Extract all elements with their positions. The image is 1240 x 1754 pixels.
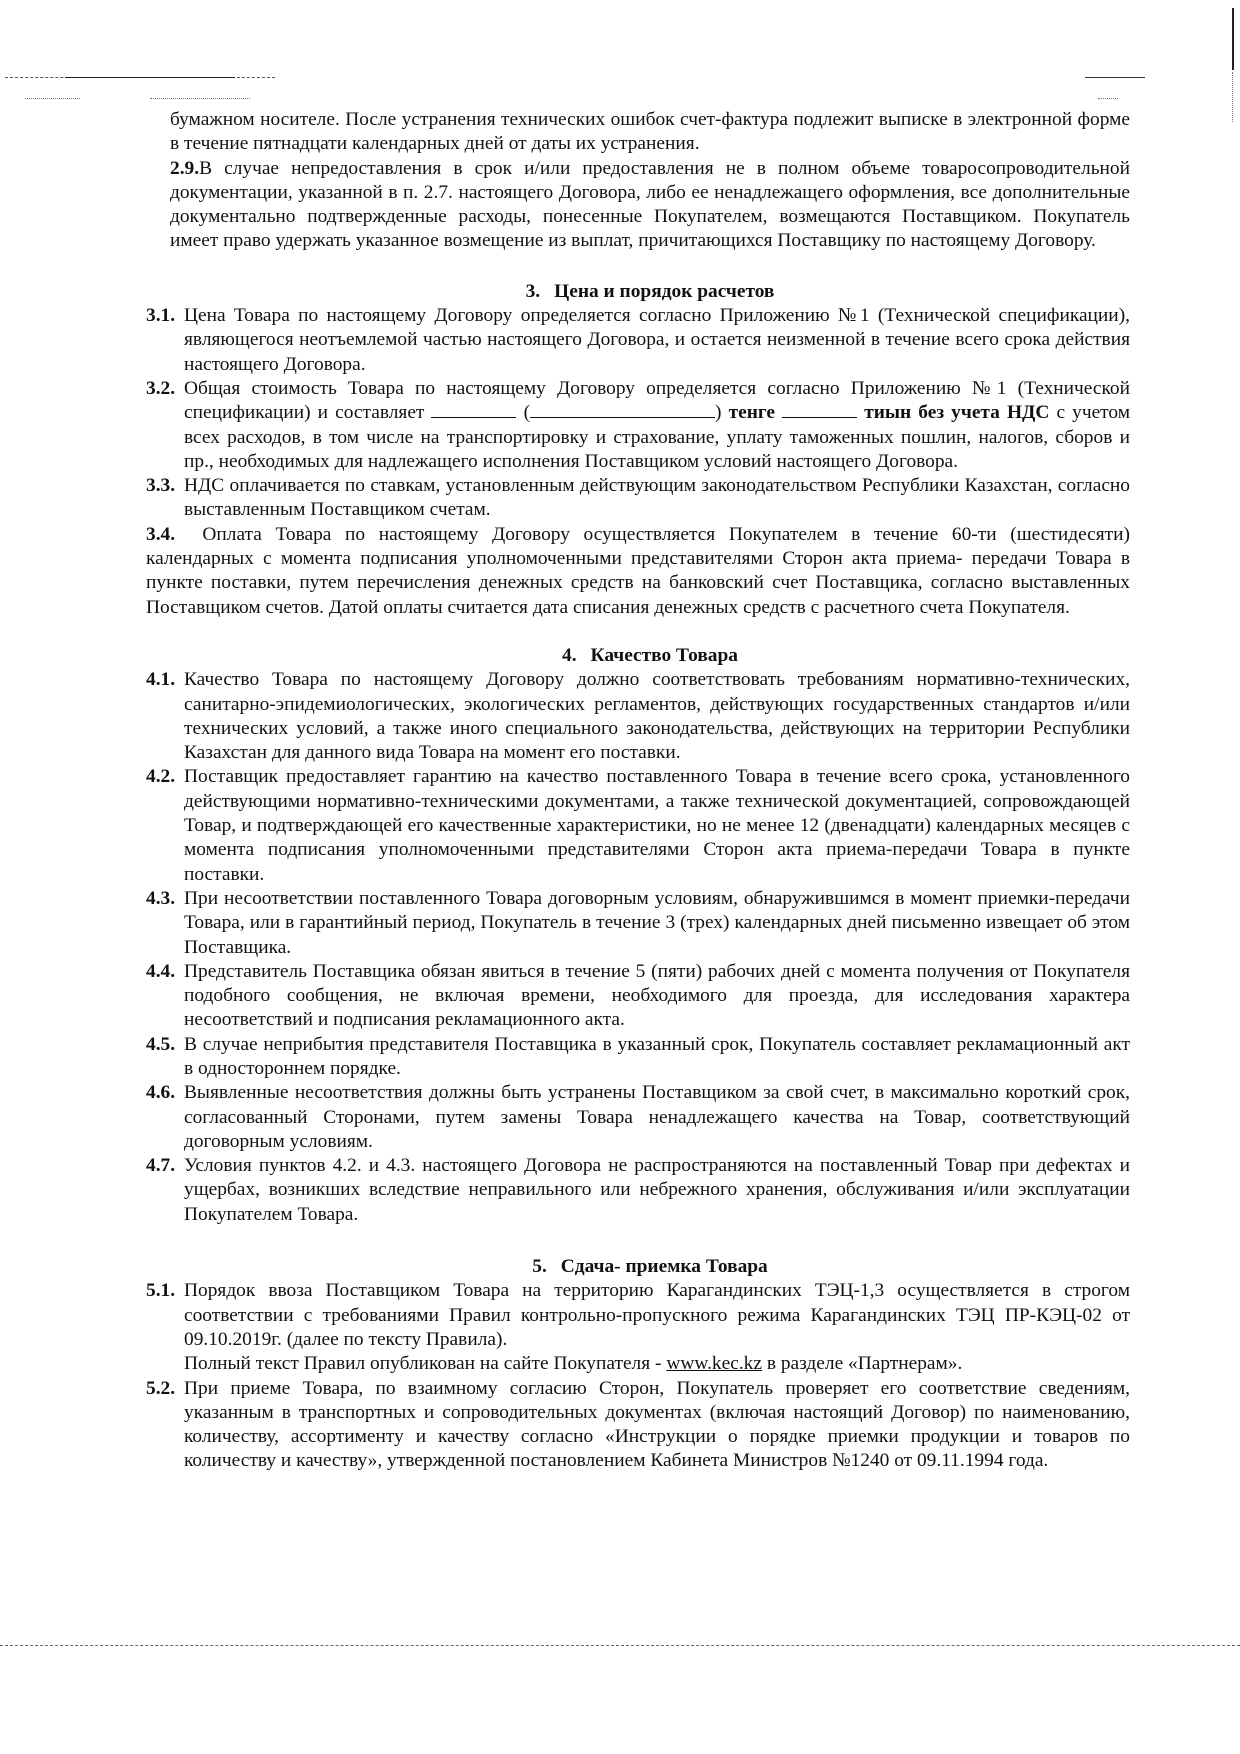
- section-heading-3: 3. Цена и порядок расчетов: [525, 280, 775, 302]
- section-title: Качество Товара: [590, 644, 738, 666]
- scan-dots: [25, 98, 80, 99]
- clause-4-7: 4.7. Условия пунктов 4.2. и 4.3. настоящего Договора не распространяются на поставленный Товар при дефектах и ущербах, возникших вследствие неправильного или небрежного хранения, обслуживания и/или эксплуатации Покупателем Товара.: [146, 1155, 1130, 1225]
- amount-blank-field[interactable]: [431, 403, 516, 418]
- clause-3-4: 3.4. Оплата Товара по настоящему Договору осуществляется Покупателем в течение 60-ти (шестидесяти) календарных с момента подписания уполномоченными представителями Сторон акта приема- передачи Товара в пункте поставки, путем перечисления денежных средств на банковский счет Поставщика, согласно выставленных Поставщиком счетов. Датой оплаты считается дата списания денежных средств с расчетного счета Покупателя.: [146, 523, 1130, 618]
- clause-5-1: 5.1. Порядок ввоза Поставщиком Товара на территорию Карагандинских ТЭЦ-1,3 осуществляется в строгом соответствии с требованиями Правил контрольно-пропускного режима Карагандинских ТЭЦ ПР-КЭЦ-02 от 09.10.2019г. (далее по тексту Правила). Полный текст Правил опубликован на сайте Покупателя - www.kec.kz в разделе «Партнерам».: [146, 1280, 1130, 1375]
- clause-3-2: 3.2. Общая стоимость Товара по настоящему Договору определяется согласно Приложению №1 (Технической спецификации) и составляет ( ) тенге тиын без учета НДС с учетом всех расходов, в том числе на транспортировку и страхование, уплату таможенных пошлин, налогов, сборов и пр., необходимых для надлежащего исполнения Поставщиком условий настоящего Договора.: [146, 377, 1130, 472]
- amount-in-words-blank-field[interactable]: [530, 403, 715, 418]
- tiyn-blank-field[interactable]: [782, 403, 857, 418]
- clause-4-4: 4.4. Представитель Поставщика обязан явиться в течение 5 (пяти) рабочих дней с момента получения от Покупателя подобного сообщения, не включая времени, необходимого для проезда, для исследования характера несоответствий и подписания рекламационного акта.: [146, 960, 1130, 1031]
- intro-paragraph: бумажном носителе. После устранения технических ошибок счет-фактура подлежит выписке в электронной форме в течение пятнадцати календарных дней от даты их устранения.: [170, 109, 1130, 155]
- clause-3-1: 3.1. Цена Товара по настоящему Договору определяется согласно Приложению №1 (Технической спецификации), являющегося неотъемлемой частью настоящего Договора, и остается неизменной в течение всего срока действия настоящего Договора.: [146, 305, 1130, 375]
- scan-edge-line: [1232, 8, 1234, 70]
- clause-4-3: 4.3. При несоответствии поставленного Товара договорным условиям, обнаружившимся в момент приемки-передачи Товара, или в гарантийный период, Покупатель в течение 3 (трех) календарных дней письменно извещает об этом Поставщика.: [146, 887, 1130, 958]
- clause-5-2: 5.2. При приеме Товара, по взаимному согласию Сторон, Покупатель проверяет его соответствие сведениям, указанным в транспортных и сопроводительных документах (включая настоящий Договор) по наименованию, количеству, ассортименту и качеству согласно «Инструкции о порядке приемки продукции и товаров по количеству и качеству», утвержденной постановлением Кабинета Министров №1240 от 09.11.1994 года.: [146, 1377, 1130, 1472]
- clause-4-1: 4.1. Качество Товара по настоящему Договору должно соответствовать требованиям нормативно-технических, санитарно-эпидемиологических, экологических регламентов, действующих государственных стандартов и/или технических условий, а также иного специального законодательства, действующих на территории Республики Казахстан для данного вида Товара на момент его поставки.: [146, 669, 1130, 764]
- section-title: Сдача- приемка Товара: [560, 1256, 768, 1278]
- scan-header-rule: [1085, 77, 1145, 78]
- website-link[interactable]: www.kec.kz: [666, 1353, 762, 1375]
- clause-4-6: 4.6. Выявленные несоответствия должны быть устранены Поставщиком за свой счет, в максимально короткий срок, согласованный Сторонами, путем замены Товара ненадлежащего качества на Товар, соответствующий договорным условиям.: [146, 1082, 1130, 1152]
- clause-text: В случае непредоставления в срок и/или предоставления не в полном объеме товаросопроводительной документации, указанной в п. 2.7. настоящего Договора, либо ее ненадлежащего оформления, все дополнительные документально подтвержденные расходы, понесенные Покупателем, возмещаются Поставщиком. Покупатель имеет право удержать указанное возмещение из выплат, причитающихся Поставщику по настоящему Договору.: [170, 157, 1130, 252]
- section-title: Цена и порядок расчетов: [554, 280, 775, 302]
- scan-dots: [1098, 98, 1118, 99]
- scan-page-break-line: [0, 1645, 1240, 1646]
- clause-2-9: [170, 157, 1130, 254]
- scan-header-rule: [65, 77, 235, 78]
- section-heading-4: 4. Качество Товара: [562, 644, 738, 666]
- clause-number: 2.9.: [170, 157, 200, 179]
- section-heading-5: 5. Сдача- приемка Товара: [532, 1256, 768, 1278]
- clause-4-2: 4.2. Поставщик предоставляет гарантию на качество поставленного Товара в течение всего срока, установленного действующими нормативно-техническими документами, а также технической документацией, сопровождающей Товар, и подтверждающей его качественные характеристики, но не менее 12 (двенадцати) календарных месяцев с момента подписания уполномоченными представителями Сторон акта приема-передачи Товара в пункте поставки.: [146, 766, 1130, 885]
- document-page: [146, 108, 1130, 1474]
- clause-4-5: 4.5. В случае неприбытия представителя Поставщика в указанный срок, Покупатель составляет рекламационный акт в одностороннем порядке.: [146, 1033, 1130, 1079]
- clause-3-3: 3.3. НДС оплачивается по ставкам, установленным действующим законодательством Республики Казахстан, согласно выставленным Поставщиком счетам.: [146, 475, 1130, 521]
- scan-dots: [150, 98, 250, 99]
- scan-edge-dots: [1232, 72, 1233, 122]
